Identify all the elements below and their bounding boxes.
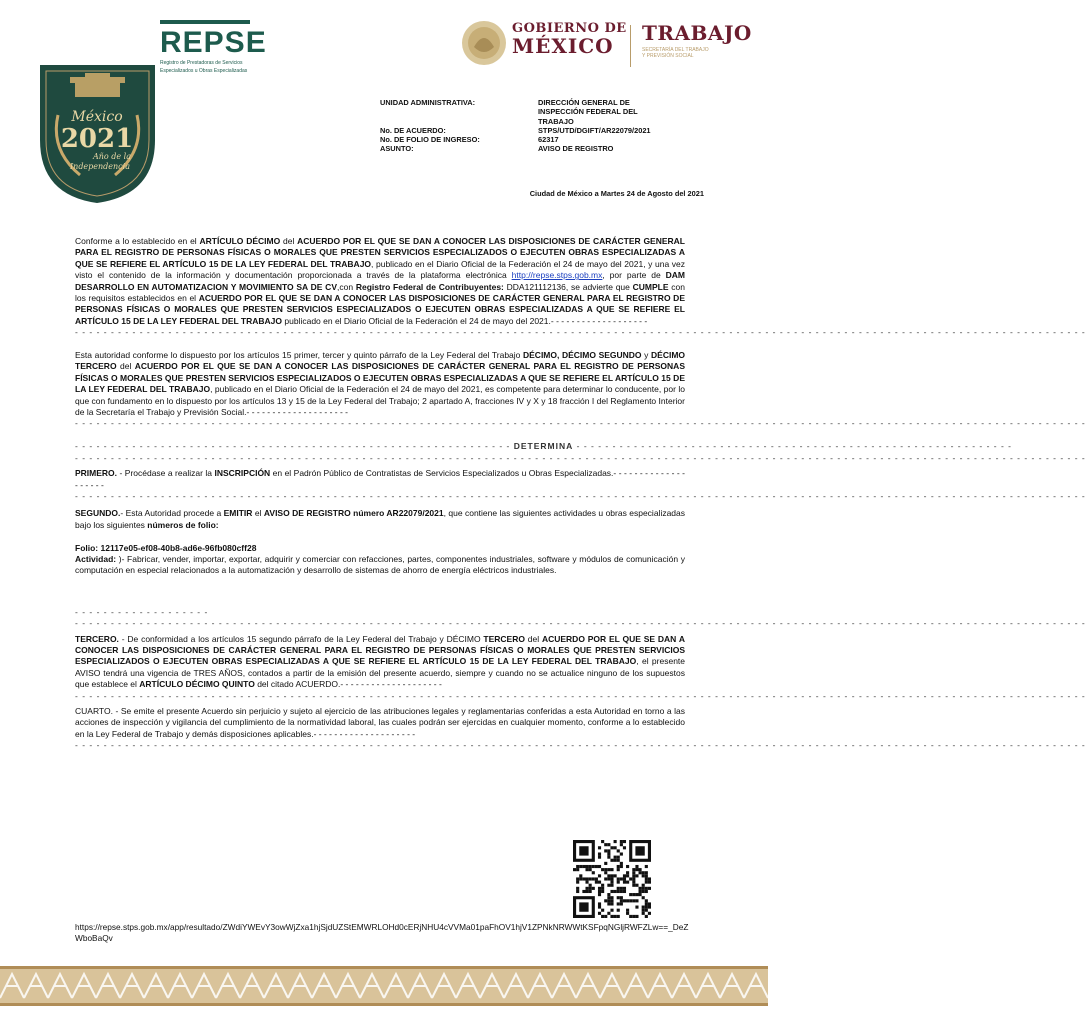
info-value: STPS/UTD/DGIFT/AR22079/2021: [538, 125, 651, 135]
repse-wordmark: REPSE: [160, 26, 267, 59]
info-value: 62317: [538, 135, 559, 145]
document-info: [380, 98, 740, 154]
trabajo-sub-2: Y PREVISIÓN SOCIAL: [642, 53, 694, 59]
separator: - - - - - - - - - - - - - - - - - - - - - - - - - - - - - - - - - - - - - - - - - - - - - - - - - - - - - - - - - - - - - - - - - - - - - - - - - - - - - - - - - - - - - - - - - - - - - - - - - - - - - - - - - - - - - - - - - - - - - - - - - - - - - - - - - - - - - - - - - - - - -: [75, 327, 1086, 338]
info-value: INSPECCIÓN FEDERAL DEL: [538, 107, 638, 117]
actividad-text: Actividad: )- Fabricar, vender, importar, exportar, adquirir y comerciar con refacciones, partes, componentes industriales, software y módulos de comunicación y computación en especial relacionados a la automatización y desarrollo de sistemas de ahorro de energía eléctricos industriales.: [75, 553, 685, 576]
paragraph-segundo: SEGUNDO.- Esta Autoridad procede a EMITIR el AVISO DE REGISTRO número AR22079/2021, que contiene las siguientes actividades u obras especializadas bajo los siguientes números de folio:: [75, 508, 686, 530]
separator: - - - - - - - - - - - - - - - - - - - - - - - - - - - - - - - - - - - - - - - - - - - - - - - - - - - - - - - - - - - - - - - - - - - - - - - - - - - - - - - - - - - - - - - - - - - - - - - - - - - - - - - - - - - - - - - - - - - - - - - - - - - - - - - - - - - - - - - - - - - - -: [75, 618, 1086, 629]
determina-heading: - - - - - - - - - - - - - - - - - - - - - - - - - - - - - - - - - - - - - - - - - - - - - - - - - - - - - - - - - - - - - DETERMINA - - - - - - - - - - - - - - - - - - - - - - - - - - - - - - - - - - - - - - - - - - - - - - - - - - - - - - - - - - - - -: [75, 441, 1012, 452]
badge-line-1: México: [71, 109, 123, 125]
info-value: DIRECCIÓN GENERAL DE: [538, 98, 630, 107]
info-label: No. DE ACUERDO:: [380, 125, 446, 135]
paragraph-primero: PRIMERO. - Procédase a realizar la INSCRIPCIÓN en el Padrón Público de Contratistas de Servicios Especializados u Obras Especializadas.- - - - - - - - - - - - - - - - - - - -: [75, 468, 685, 490]
paragraph-autoridad: Esta autoridad conforme lo dispuesto por los artículos 15 primer, tercer y quinto párrafo de la Ley Federal del Trabajo DÉCIMO, DÉCIMO SEGUNDO y DÉCIMO TERCERO del ACUERDO POR EL QUE SE DAN A CONOCER LAS DISPOSICIONES DE CARÁCTER GENERAL PARA EL REGISTRO DE PERSONAS FÍSICAS O MORALES QUE PRESTEN SERVICIOS ESPECIALIZADOS O EJECUTEN OBRAS ESPECIALIZADAS A QUE SE REFIERE EL ARTÍCULO 15 DE LA LEY FEDERAL DEL TRABAJO, publicado en el Diario Oficial de la Federación el 24 de mayo del 2021, es competente para determinar lo conducente, por lo que con fundamento en lo dispuesto por los artículos 13 y 15 de la Ley Federal del Trabajo; 2 apartado A, fracciones IV y X y 18 fracción I del Reglamento Interior de la Secretaría el Trabajo y Previsión Social.- - - - - - - - - - - - - - - - - - - -: [75, 350, 686, 418]
separator: - - - - - - - - - - - - - - - - - - - - - - - - - - - - - - - - - - - - - - - - - - - - - - - - - - - - - - - - - - - - - - - - - - - - - - - - - - - - - - - - - - - - - - - - - - - - - - - - - - - - - - - - - - - - - - - - - - - - - - - - - - - - - - - - - - - - - - - - - - - - -: [75, 418, 1086, 429]
document-body: [75, 236, 1086, 752]
mexico-text: MÉXICO: [512, 34, 614, 58]
repse-logo: [160, 20, 267, 75]
info-label: [380, 117, 538, 126]
decorative-footer-band: [0, 966, 768, 1006]
mexico-seal-icon: [460, 17, 508, 69]
info-value: AVISO DE REGISTRO: [538, 144, 614, 154]
badge-line-2: 2021: [60, 124, 134, 154]
repse-link[interactable]: http://repse.stps.gob.mx: [511, 270, 603, 281]
repse-subtitle-2: Especializados u Obras Especializadas: [160, 68, 248, 74]
qr-code-icon: [573, 840, 651, 918]
paragraph-acuerdo: Conforme a lo establecido en el ARTÍCULO DÉCIMO del ACUERDO POR EL QUE SE DAN A CONOCER LAS DISPOSICIONES DE CARÁCTER GENERAL PARA EL REGISTRO DE PERSONAS FÍSICAS O MORALES QUE PRESTEN SERVICIOS ESPECIALIZADOS O EJECUTEN OBRAS ESPECIALIZADAS A QUE SE REFIERE EL ARTÍCULO 15 DE LA LEY FEDERAL DEL TRABAJO, publicado en el Diario Oficial de la Federación el 24 de mayo del 2021, y una vez visto el contenido de la información y documentación proporcionada a través de la plataforma electrónica http://repse.stps.gob.mx, por parte de DAM DESARROLLO EN AUTOMATIZACION Y MOVIMIENTO SA DE CV,con Registro Federal de Contribuyentes: DDA121112136, se advierte que CUMPLE con los requisitos establecidos en el ACUERDO POR EL QUE SE DAN A CONOCER LAS DISPOSICIONES DE CARÁCTER GENERAL PARA EL REGISTRO DE PERSONAS FÍSICAS O MORALES QUE PRESTEN SERVICIOS ESPECIALIZADOS O EJECUTEN OBRAS ESPECIALIZADAS A QUE SE REFIERE EL ARTÍCULO 15 DE LA LEY FEDERAL DEL TRABAJO publicado en el Diario Oficial de la Federación el 24 de mayo del 2021.- - - - - - - - - - - - - - - - - - -: [75, 236, 686, 326]
info-label: No. DE FOLIO DE INGRESO:: [380, 135, 480, 145]
trabajo-text: TRABAJO: [642, 21, 752, 45]
paragraph-tercero: TERCERO. - De conformidad a los artículos 15 segundo párrafo de la Ley Federal del Trabajo y DÉCIMO TERCERO del ACUERDO POR EL QUE SE DAN A CONOCER LAS DISPOSICIONES DE CARÁCTER GENERAL PARA EL REGISTRO DE PERSONAS FÍSICAS O MORALES QUE PRESTEN SERVICIOS ESPECIALIZADOS O EJECUTEN OBRAS ESPECIALIZADAS A QUE SE REFIERE EL ARTÍCULO 15 DE LA LEY FEDERAL DEL TRABAJO, el presente AVISO tendrá una vigencia de TRES AÑOS, contados a partir de la emisión del presente acuerdo, siempre y cuando no se actualice ninguno de los supuestos que establece el ARTÍCULO DÉCIMO QUINTO del citado ACUERDO.- - - - - - - - - - - - - - - - - - - -: [75, 633, 686, 690]
folio-number: Folio: 12117e05-ef08-40b8-ad6e-96fb080cff28: [75, 542, 257, 553]
separator: - - - - - - - - - - - - - - - - - - - - - - - - - - - - - - - - - - - - - - - - - - - - - - - - - - - - - - - - - - - - - - - - - - - - - - - - - - - - - - - - - - - - - - - - - - - - - - - - - - - - - - - - - - - - - - - - - - - - - - - - - - - - - - - - - - - - - - - - - - - - -: [75, 452, 1086, 463]
info-value: TRABAJO: [538, 116, 574, 126]
document-date: Ciudad de México a Martes 24 de Agosto del 2021: [529, 189, 704, 198]
gobierno-trabajo-logo: [460, 15, 750, 75]
gobierno-de-text: GOBIERNO DE: [512, 21, 627, 36]
info-label: ASUNTO:: [380, 144, 414, 154]
badge-line-3: Año de la: [92, 152, 132, 161]
separator: - - - - - - - - - - - - - - - - - - - - - - - - - - - - - - - - - - - - - - - - - - - - - - - - - - - - - - - - - - - - - - - - - - - - - - - - - - - - - - - - - - - - - - - - - - - - - - - - - - - - - - - - - - - - - - - - - - - - - - - - - - - - - - - - - - - - - - - - - - - - -: [75, 740, 1086, 751]
mexico-2021-badge: [30, 55, 165, 205]
info-label: UNIDAD ADMINISTRATIVA:: [380, 98, 476, 107]
verification-url[interactable]: https://repse.stps.gob.mx/app/resultado/ZWdiYWEvY3owWjZxa1hjSjdUZStEMWRLOHd0cERjNHU4cVVMa01paFhOV1hjV1ZPNkNRWWtKSFpqNGljRWFZLw==_DeZWboBaQv: [75, 922, 689, 943]
badge-line-4: Independencia: [70, 162, 130, 171]
repse-subtitle-1: Registro de Prestadoras de Servicios: [160, 60, 243, 66]
separator: - - - - - - - - - - - - - - - - - - - - - - - - - - - - - - - - - - - - - - - - - - - - - - - - - - - - - - - - - - - - - - - - - - - - - - - - - - - - - - - - - - - - - - - - - - - - - - - - - - - - - - - - - - - - - - - - - - - - - - - - - - - - - - - - - - - - - - - - - - - - -: [75, 490, 1086, 501]
short-separator: - - - - - - - - - - - - - - - - - - -: [75, 606, 209, 617]
separator: - - - - - - - - - - - - - - - - - - - - - - - - - - - - - - - - - - - - - - - - - - - - - - - - - - - - - - - - - - - - - - - - - - - - - - - - - - - - - - - - - - - - - - - - - - - - - - - - - - - - - - - - - - - - - - - - - - - - - - - - - - - - - - - - - - - - - - - - - - - - -: [75, 690, 1086, 701]
trabajo-sub-1: SECRETARÍA DEL TRABAJO: [642, 47, 709, 53]
info-label: [380, 107, 538, 116]
paragraph-cuarto: CUARTO. - Se emite el presente Acuerdo sin perjuicio y sujeto al ejercicio de las atribuciones legales y reglamentarias conferidas a esta Autoridad en torno a las acciones de inspección y vigilancia del cumplimiento de la normatividad laboral, las cuales podrán ser ejercidas en cualquier momento, conforme a lo establecido en la Ley Federal de Trabajo y demás disposiciones aplicables.- - - - - - - - - - - - - - - - - - - -: [75, 705, 685, 739]
